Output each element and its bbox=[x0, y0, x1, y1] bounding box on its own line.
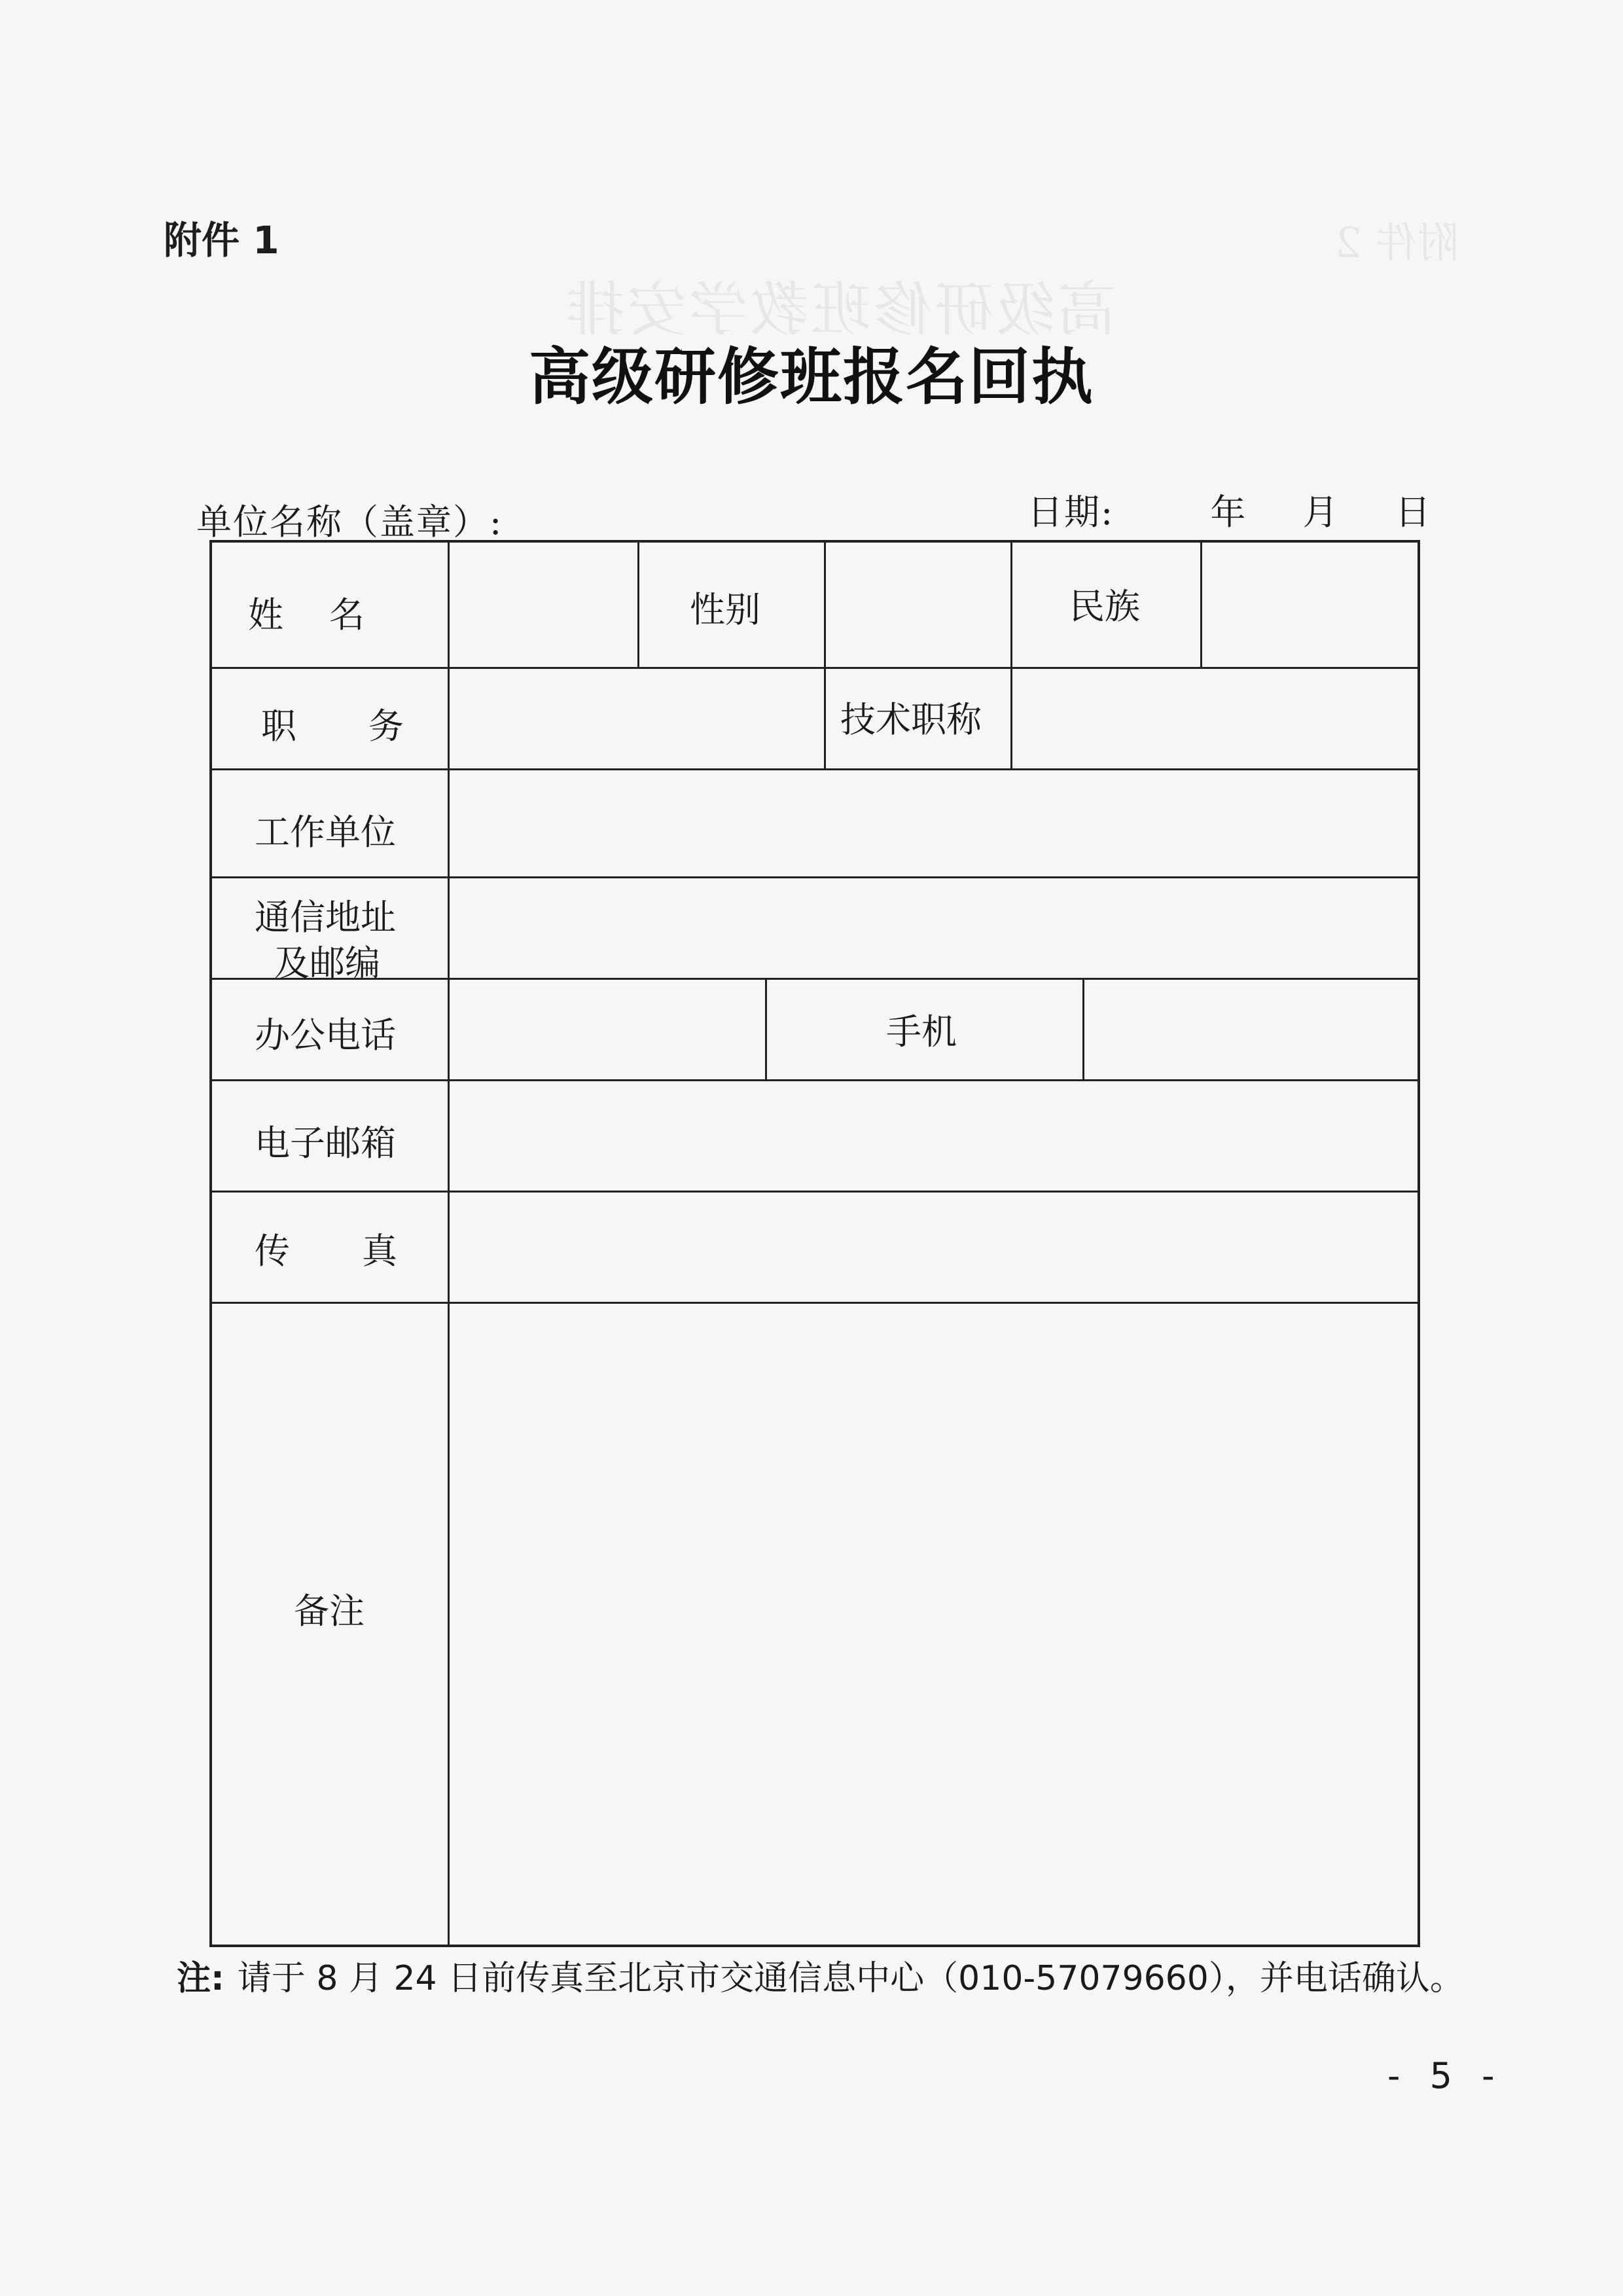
bleed-through-text: 高级研修班教学安排 bbox=[563, 276, 1116, 344]
row-divider bbox=[212, 667, 1418, 669]
address-label-line1: 通信地址 bbox=[255, 897, 396, 938]
row-divider bbox=[212, 876, 1418, 878]
fax-label: 传真 bbox=[255, 1230, 469, 1272]
workplace-field[interactable] bbox=[451, 771, 1413, 874]
position-label: 职务 bbox=[261, 706, 476, 747]
office-phone-field[interactable] bbox=[451, 980, 763, 1077]
row-divider bbox=[212, 978, 1418, 980]
column-divider bbox=[824, 667, 826, 768]
position-field[interactable] bbox=[451, 670, 822, 766]
footnote-label: 注: bbox=[177, 1959, 224, 1998]
page-number: - 5 - bbox=[1387, 2055, 1504, 2096]
column-divider bbox=[1200, 543, 1202, 667]
column-divider bbox=[1010, 543, 1012, 768]
footnote bbox=[177, 1950, 1464, 2000]
registration-form-table bbox=[209, 540, 1420, 1947]
office-phone-label: 办公电话 bbox=[255, 1014, 396, 1056]
address-postcode-field[interactable] bbox=[451, 879, 1413, 976]
name-label: 姓名 bbox=[248, 594, 410, 636]
mobile-field[interactable] bbox=[1086, 980, 1413, 1077]
footnote-text: 请于 8 月 24 日前传真至北京市交通信息中心（010-57079660），并电话确认。 bbox=[237, 1959, 1464, 1998]
date-month-label: 月 bbox=[1302, 492, 1338, 533]
date-label: 日期: bbox=[1027, 492, 1115, 533]
row-divider bbox=[212, 1302, 1418, 1304]
email-field[interactable] bbox=[451, 1082, 1413, 1189]
ethnicity-label: 民族 bbox=[1069, 586, 1140, 627]
row-divider bbox=[212, 1191, 1418, 1193]
fax-field[interactable] bbox=[451, 1193, 1413, 1300]
workplace-label: 工作单位 bbox=[255, 812, 396, 853]
name-field[interactable] bbox=[451, 545, 635, 665]
page-title: 高级研修班报名回执 bbox=[528, 341, 1094, 413]
column-divider bbox=[1082, 978, 1084, 1079]
column-divider bbox=[824, 543, 826, 667]
address-label-line2: 及邮编 bbox=[274, 942, 380, 984]
remarks-label: 备注 bbox=[294, 1590, 365, 1632]
attachment-label: 附件 1 bbox=[164, 218, 279, 262]
gender-field[interactable] bbox=[827, 545, 1008, 665]
technical-title-label: 技术职称 bbox=[840, 699, 982, 740]
unit-name-label: 单位名称（盖章）: bbox=[196, 501, 503, 543]
date-line bbox=[1027, 484, 1431, 535]
technical-title-field[interactable] bbox=[1014, 670, 1413, 766]
date-year-label: 年 bbox=[1210, 492, 1246, 533]
date-day-label: 日 bbox=[1395, 492, 1431, 533]
row-divider bbox=[212, 1079, 1418, 1081]
bleed-through-text: 附件 2 bbox=[1335, 219, 1459, 268]
remarks-field[interactable] bbox=[451, 1304, 1413, 1943]
email-label: 电子邮箱 bbox=[255, 1122, 396, 1164]
column-divider bbox=[637, 543, 639, 667]
ethnicity-field[interactable] bbox=[1204, 545, 1413, 665]
gender-label: 性别 bbox=[690, 589, 760, 630]
row-divider bbox=[212, 768, 1418, 770]
mobile-label: 手机 bbox=[886, 1011, 957, 1052]
column-divider bbox=[765, 978, 767, 1079]
